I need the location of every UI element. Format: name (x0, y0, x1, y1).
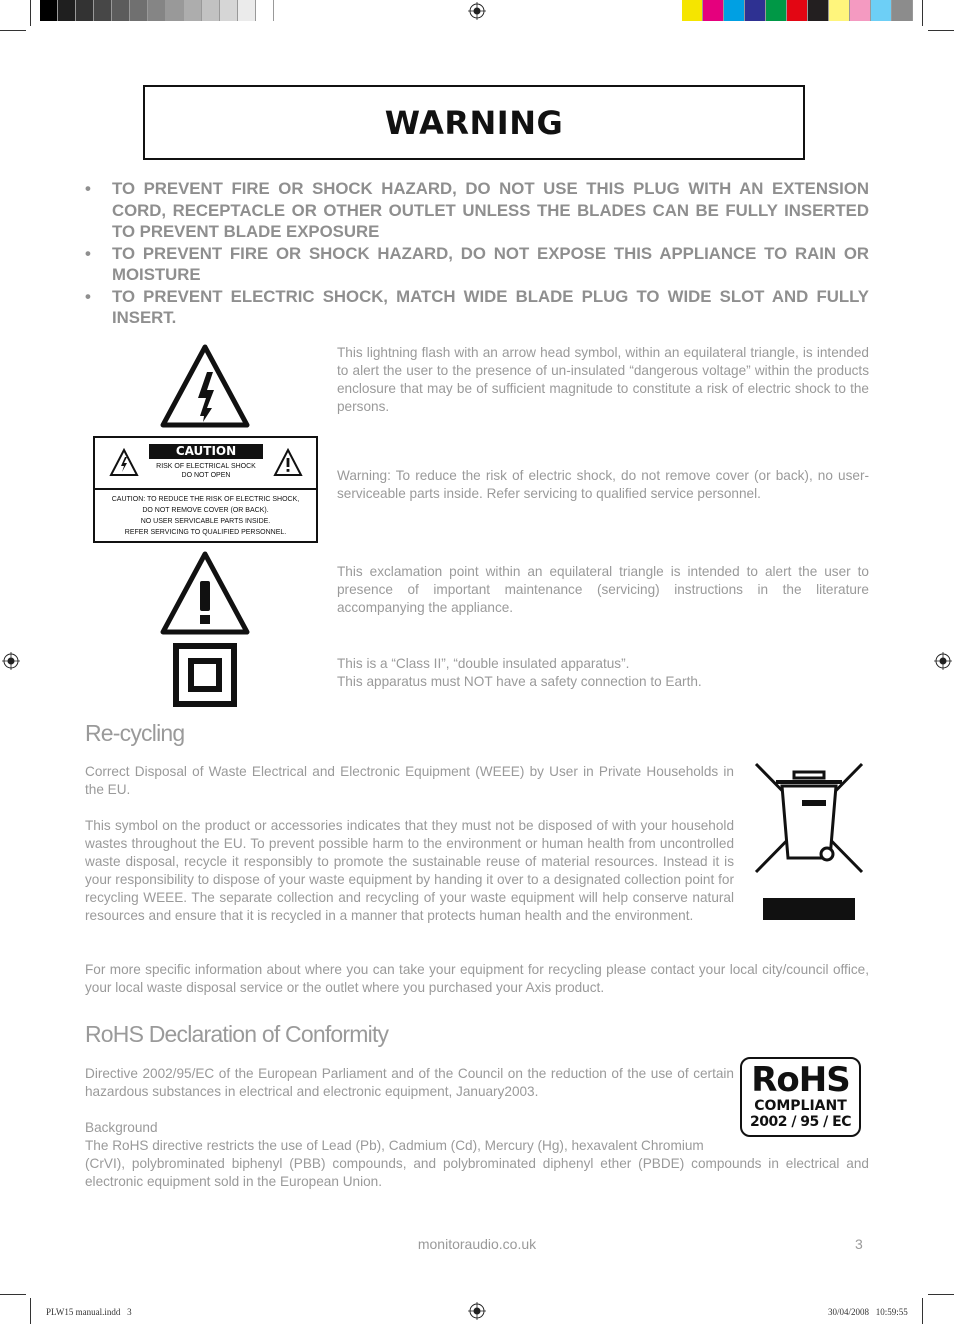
caution-label (93, 436, 318, 543)
caution-bottom-line: DO NOT REMOVE COVER (OR BACK). (142, 507, 269, 514)
warning-item: • TO PREVENT FIRE OR SHOCK HAZARD, DO NOT EXPOSE THIS APPLIANCE TO RAIN OR MOISTURE (85, 243, 869, 286)
lightning-description: This lightning flash with an arrow head symbol, within an equilateral triangle, is intended to alert the user to the presence of un-insulated “dangerous voltage” within the products enclosure that may be of sufficient magnitude to constitute a risk of electric shock to the persons. (337, 345, 869, 414)
color-swatch (220, 0, 238, 21)
rohs-logo-title: RoHS (751, 1060, 850, 1100)
color-swatch (745, 0, 766, 21)
weee-crossed-bin-icon (752, 760, 866, 922)
caution-bottom-line: CAUTION: TO REDUCE THE RISK OF ELECTRIC SHOCK, (111, 496, 300, 503)
rohs-paragraph-2-rest: (CrVI), polybrominated biphenyl (PBB) compounds, and polybrominated diphenyl ether (PBDE) compounds in electrical and electronic equipment sold in the European Union. (85, 1156, 869, 1189)
color-swatch (130, 0, 148, 21)
registration-mark-icon (2, 652, 20, 670)
color-swatch (682, 0, 703, 21)
rohs-heading: RoHS Declaration of Conformity (85, 1021, 389, 1047)
exclamation-description: This exclamation point within an equilateral triangle is intended to alert the user to presence of important maintenance (servicing) instructions in the literature accompanying the appliance. (337, 564, 869, 615)
rohs-logo-compliant: COMPLIANT (754, 1098, 847, 1114)
rohs-logo-directive: 2002 / 95 / EC (749, 1114, 851, 1130)
rohs-background-label: Background (85, 1120, 158, 1135)
color-swatch (787, 0, 808, 21)
class-ii-double-square-icon (173, 643, 237, 707)
class-ii-line-1: This is a “Class II”, “double insulated apparatus”. (337, 656, 630, 671)
color-swatch (892, 0, 913, 21)
recycling-heading: Re-cycling (85, 720, 185, 746)
rohs-compliant-logo (740, 1057, 861, 1137)
registration-mark-icon (468, 2, 486, 20)
color-swatch (724, 0, 745, 21)
color-swatch (766, 0, 787, 21)
color-swatch (808, 0, 829, 21)
caution-bottom-line: REFER SERVICING TO QUALIFIED PERSONNEL. (124, 529, 287, 536)
color-swatch (94, 0, 112, 21)
caution-top-section (95, 438, 316, 490)
color-swatch (76, 0, 94, 21)
warning-list (85, 178, 869, 329)
crop-mark (922, 1298, 923, 1324)
lightning-triangle-icon (160, 344, 250, 428)
crop-mark (30, 1298, 31, 1324)
caution-line-2: DO NOT OPEN (181, 472, 231, 479)
color-swatch (238, 0, 256, 21)
crop-mark (928, 1294, 954, 1295)
recycling-paragraph-2: This symbol on the product or accessories indicates that they must not be disposed of with your household wastes throughout the EU. To prevent possible harm to the environment or human health from uncontrolled waste disposal, recycle it responsibly to promote the sustainable reuse of material resources. Instead it is your responsibility to dispose of your waste equipment by handing it over to a designated collection point for recycling WEEE. The separate collection and recycling of your waste equipment will help conserve natural resources and ensure that it is recycled in a manner that protects human health and the environment. (85, 818, 734, 923)
exclamation-triangle-icon (160, 551, 250, 635)
color-swatch (256, 0, 274, 21)
registration-mark-icon (468, 1302, 486, 1320)
caution-line-1: RISK OF ELECTRICAL SHOCK (156, 463, 256, 470)
rohs-paragraph-2-line-1: The RoHS directive restricts the use of Lead (Pb), Cadmium (Cd), Mercury (Hg), hexavalent Chromium (85, 1138, 704, 1153)
lightning-small-icon (109, 448, 139, 478)
color-swatch (148, 0, 166, 21)
recycling-paragraph-1: Correct Disposal of Waste Electrical and Electronic Equipment (WEEE) by User in Private Households in the EU. (85, 764, 734, 797)
color-swatch (202, 0, 220, 21)
color-swatch (58, 0, 76, 21)
crop-mark (922, 0, 923, 26)
crop-mark (0, 1294, 26, 1295)
color-swatch (871, 0, 892, 21)
rohs-paragraph-1: Directive 2002/95/EC of the European Parliament and of the Council on the reduction of the use of certain hazardous substances in electrical and electronic equipment, January2003. (85, 1066, 734, 1099)
crop-mark (30, 0, 31, 26)
caution-title: CAUTION (149, 444, 263, 459)
color-swatch (184, 0, 202, 21)
recycling-paragraph-3: For more specific information about where you can take your equipment for recycling please contact your local city/council office, your local waste disposal service or the outlet where you purchased your Axis product. (85, 962, 869, 995)
color-swatch (112, 0, 130, 21)
page-number: 3 (855, 1236, 863, 1252)
slug-filename: PLW15 manual.indd 3 (46, 1307, 132, 1317)
color-swatch (850, 0, 871, 21)
crop-mark (0, 30, 26, 31)
warning-item: • TO PREVENT FIRE OR SHOCK HAZARD, DO NOT USE THIS PLUG WITH AN EXTENSION CORD, RECEPTACLE OR OTHER OUTLET UNLESS THE BLADES CAN BE FULLY INSERTED TO PREVENT BLADE EXPOSURE (85, 178, 869, 243)
color-swatch (40, 0, 58, 21)
caution-bottom-section (95, 494, 316, 538)
color-swatch (166, 0, 184, 21)
caution-description: Warning: To reduce the risk of electric shock, do not remove cover (or back), no user-serviceable parts inside. Refer servicing to qualified service personnel. (337, 468, 869, 501)
color-bar (682, 0, 913, 21)
color-swatch (829, 0, 850, 21)
crop-mark (928, 30, 954, 31)
caution-bottom-line: NO USER SERVICABLE PARTS INSIDE. (140, 518, 271, 525)
footer-website: monitoraudio.co.uk (417, 1236, 537, 1252)
color-swatch (703, 0, 724, 21)
slug-timestamp: 30/04/2008 10:59:55 (828, 1307, 908, 1317)
grayscale-bar (40, 0, 274, 21)
warning-title: WARNING (384, 103, 564, 142)
warning-item: • TO PREVENT ELECTRIC SHOCK, MATCH WIDE BLADE PLUG TO WIDE SLOT AND FULLY INSERT. (85, 286, 869, 329)
registration-mark-icon (934, 652, 952, 670)
exclamation-small-icon (273, 448, 303, 478)
warning-box (143, 85, 805, 160)
class-ii-line-2: This apparatus must NOT have a safety connection to Earth. (337, 674, 702, 689)
